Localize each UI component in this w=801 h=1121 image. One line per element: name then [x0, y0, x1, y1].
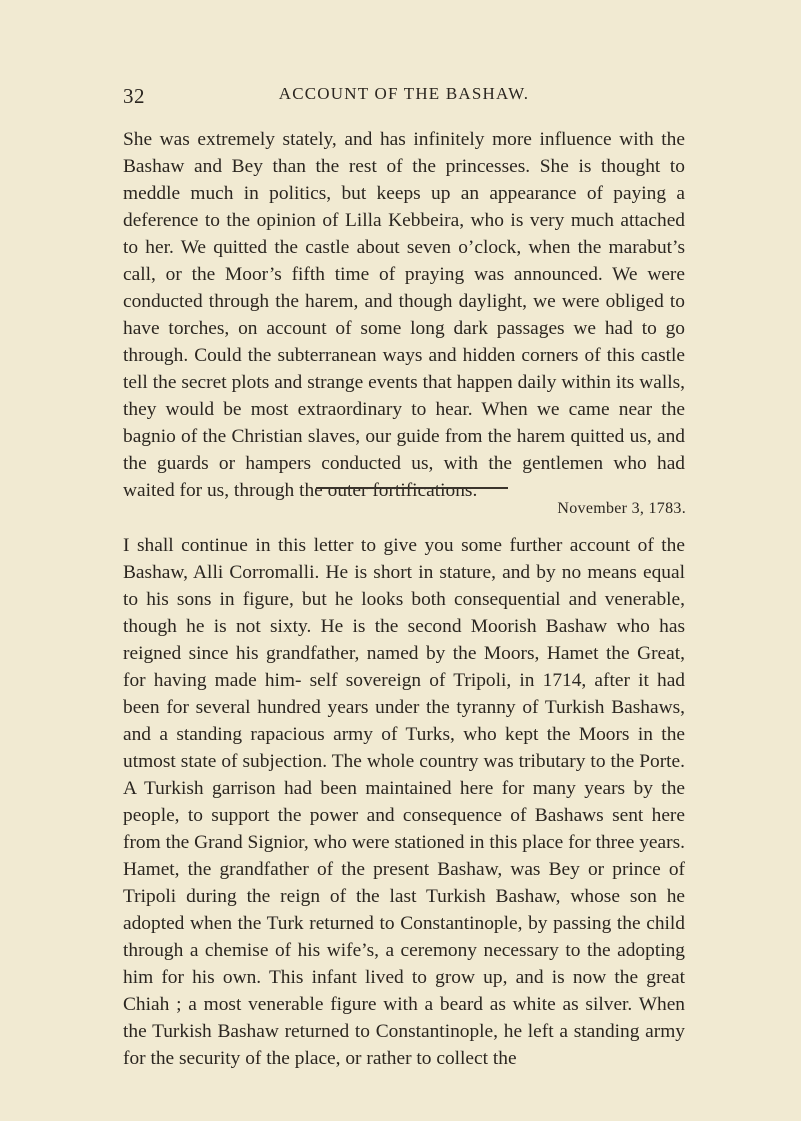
letter-dateline: November 3, 1783.: [557, 500, 686, 517]
paragraph-second: I shall continue in this letter to give you some further account of the Bashaw, Alli Corromalli. He is short in stature, and by no means equal to his sons in figure, but he looks both consequential and venerable, though he is not sixty. He is the second Moorish Bashaw who has reigned since his grandfather, named by the Moors, Hamet the Great, for having made him- self sovereign of Tripoli, in 1714, after it had been for several hundred years under the tyranny of Turkish Bashaws, and a standing rapacious army of Turks, who kept the Moors in the utmost state of subjection. The whole country was tributary to the Porte. A Turkish garrison had been maintained here for many years by the people, to support the power and consequence of Bashaws sent here from the Grand Signior, who were stationed in this place for three years. Hamet, the grandfather of the present Bashaw, was Bey or prince of Tripoli during the reign of the last Turkish Bashaw, whose son he adopted when the Turk returned to Constantinople, by passing the child through a chemise of his wife’s, a ceremony necessary to the adopting him for his own. This infant lived to grow up, and is now the great Chiah ; a most venerable figure with a beard as white as silver. When the Turkish Bashaw returned to Constantinople, he left a standing army for the security of the place, or rather to collect the: [123, 535, 685, 1069]
page-number: 32: [123, 84, 145, 108]
paragraph-first: She was extremely stately, and has infinitely more influence with the Bashaw and Bey than the rest of the princesses. She is thought to meddle much in politics, but keeps up an appearance of paying a deference to the opinion of Lilla Kebbeira, who is very much attached to her. We quitted the castle about seven o’clock, when the marabut’s call, or the Moor’s fifth time of praying was announced. We were conducted through the harem, and though daylight, we were obliged to have torches, on account of some long dark passages we had to go through. Could the subterranean ways and hidden corners of this castle tell the secret plots and strange events that happen daily within its walls, they would be most extraordinary to hear. When we came near the bagnio of the Christian slaves, our guide from the harem quitted us, and the guards or hampers conducted us, with the gentlemen who had waited for us, through the outer fortifications.: [123, 129, 685, 501]
page-header: [123, 84, 685, 114]
running-title: ACCOUNT OF THE BASHAW.: [278, 84, 530, 103]
section-divider: [316, 487, 508, 489]
